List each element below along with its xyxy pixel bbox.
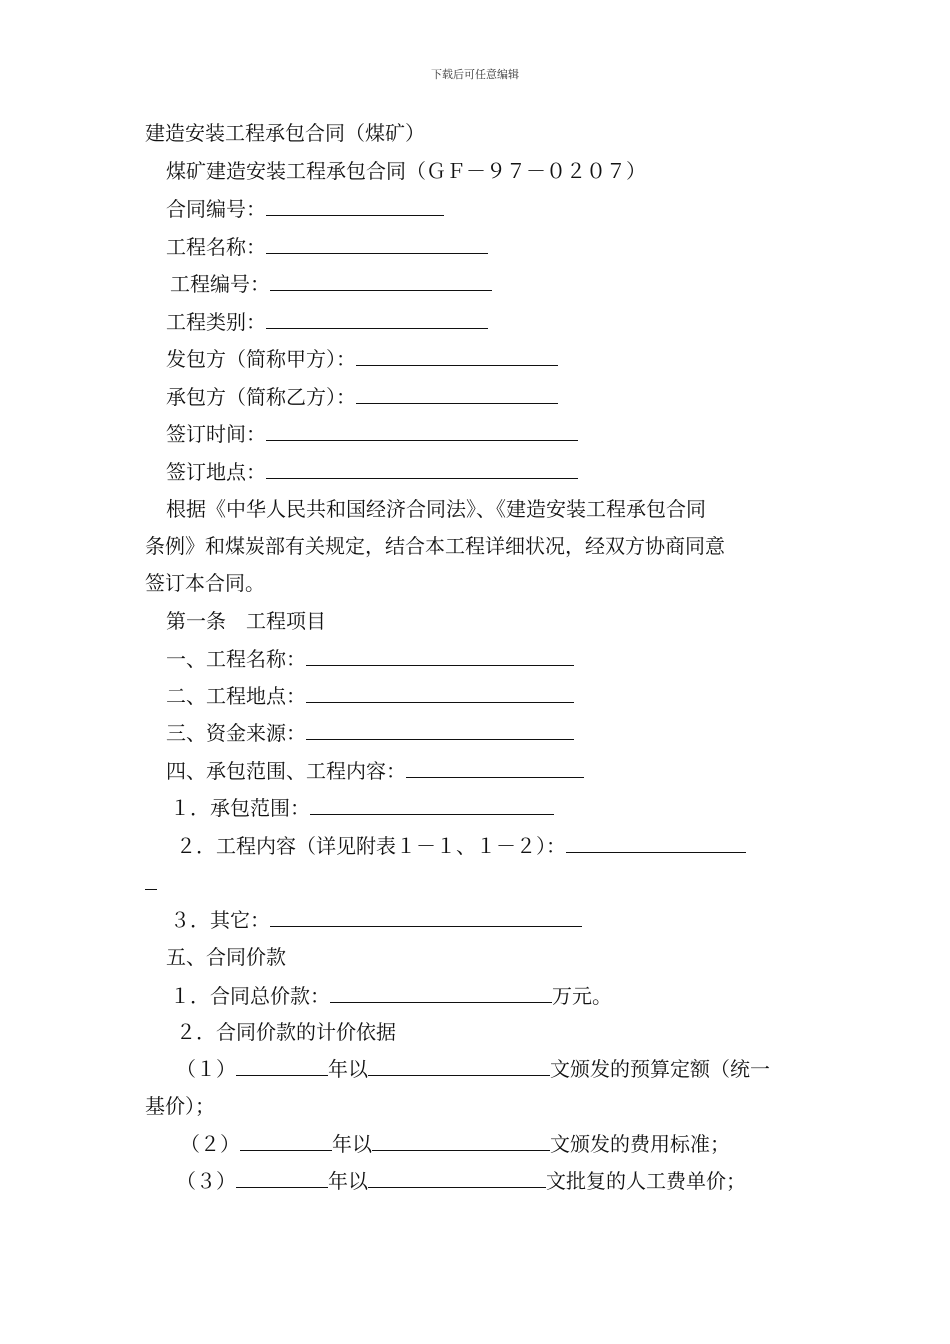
basis-1-year-blank[interactable] bbox=[236, 1057, 328, 1076]
item-2-label: 二、工程地点： bbox=[166, 684, 306, 708]
article-1-item-3 bbox=[166, 720, 574, 746]
basis-1-text: 文颁发的预算定额（统一 bbox=[550, 1057, 770, 1081]
party-a-label: 发包方（简称甲方）： bbox=[166, 347, 356, 371]
item-3-label: 三、资金来源： bbox=[166, 721, 306, 745]
project-type-row bbox=[166, 309, 488, 335]
sub-2-label: ２．工程内容（详见附表１－１、１－２）： bbox=[176, 834, 566, 858]
party-b-blank[interactable] bbox=[356, 385, 558, 404]
article-1-sub-1 bbox=[170, 795, 554, 821]
article-1-item-4 bbox=[166, 758, 584, 784]
basis-item-2 bbox=[180, 1131, 730, 1157]
article-1-heading: 第一条 工程项目 bbox=[166, 609, 326, 633]
preamble-line-3: 签订本合同。 bbox=[145, 571, 265, 595]
article-1-sub-2 bbox=[176, 833, 746, 859]
project-name-label: 工程名称： bbox=[166, 235, 266, 259]
document-subtitle: 煤矿建造安装工程承包合同（ＧＦ－９７－０２０７） bbox=[166, 159, 646, 183]
contract-no-row bbox=[166, 196, 444, 222]
page-header-note: 下载后可任意编辑 bbox=[431, 68, 519, 81]
sub-1-label: １．承包范围： bbox=[170, 796, 310, 820]
basis-item-3 bbox=[176, 1168, 746, 1194]
article-1-sub-3 bbox=[170, 907, 582, 933]
party-b-label: 承包方（简称乙方）： bbox=[166, 385, 356, 409]
basis-3-year-blank[interactable] bbox=[236, 1169, 328, 1188]
contract-no-label: 合同编号： bbox=[166, 197, 266, 221]
basis-2-text: 文颁发的费用标准； bbox=[550, 1132, 730, 1156]
preamble-line-1: 根据《中华人民共和国经济合同法》、《建造安装工程承包合同 bbox=[166, 497, 706, 521]
basis-2-year-label: 年以 bbox=[332, 1132, 372, 1156]
project-type-label: 工程类别： bbox=[166, 310, 266, 334]
sub-1-blank[interactable] bbox=[310, 796, 554, 815]
basis-1-year-label: 年以 bbox=[328, 1057, 368, 1081]
project-no-blank[interactable] bbox=[270, 272, 492, 291]
item-1-blank[interactable] bbox=[306, 647, 574, 666]
sign-place-blank[interactable] bbox=[266, 460, 578, 479]
basis-3-number: （３） bbox=[176, 1169, 236, 1193]
total-price-label: １．合同总价款： bbox=[170, 984, 330, 1008]
item-2-blank[interactable] bbox=[306, 684, 574, 703]
document-title: 建造安装工程承包合同（煤矿） bbox=[145, 121, 425, 145]
item-1-label: 一、工程名称： bbox=[166, 647, 306, 671]
sub-2-blank[interactable] bbox=[566, 834, 746, 853]
item-4-label: 四、承包范围、工程内容： bbox=[166, 759, 406, 783]
party-b-row bbox=[166, 384, 558, 410]
sign-place-row bbox=[166, 459, 578, 485]
sub-2-blank-continued[interactable] bbox=[145, 871, 157, 890]
basis-1-number: （１） bbox=[176, 1057, 236, 1081]
project-name-row bbox=[166, 234, 488, 260]
item-4-blank[interactable] bbox=[406, 759, 584, 778]
sub-3-blank[interactable] bbox=[270, 908, 582, 927]
project-type-blank[interactable] bbox=[266, 310, 488, 329]
article-1-item-1 bbox=[166, 646, 574, 672]
sign-time-label: 签订时间： bbox=[166, 422, 266, 446]
party-a-blank[interactable] bbox=[356, 347, 558, 366]
basis-item-1-continuation: 基价）； bbox=[145, 1094, 215, 1118]
basis-2-year-blank[interactable] bbox=[240, 1132, 332, 1151]
total-price-unit: 万元。 bbox=[552, 984, 612, 1008]
article-1-sub-2-continuation bbox=[145, 870, 157, 896]
price-basis-heading: ２．合同价款的计价依据 bbox=[176, 1020, 396, 1044]
total-price-blank[interactable] bbox=[330, 984, 552, 1003]
sign-time-blank[interactable] bbox=[266, 422, 578, 441]
basis-2-doc-blank[interactable] bbox=[372, 1132, 550, 1151]
contract-no-blank[interactable] bbox=[266, 197, 444, 216]
preamble-line-2: 条例》和煤炭部有关规定，结合本工程详细状况，经双方协商同意 bbox=[145, 534, 725, 558]
total-price-row bbox=[170, 983, 612, 1009]
sign-place-label: 签订地点： bbox=[166, 460, 266, 484]
basis-3-year-label: 年以 bbox=[328, 1169, 368, 1193]
project-name-blank[interactable] bbox=[266, 235, 488, 254]
sign-time-row bbox=[166, 421, 578, 447]
basis-3-text: 文批复的人工费单价； bbox=[546, 1169, 746, 1193]
article-5-heading: 五、合同价款 bbox=[166, 945, 286, 969]
basis-3-doc-blank[interactable] bbox=[368, 1169, 546, 1188]
party-a-row bbox=[166, 346, 558, 372]
project-no-label: 工程编号： bbox=[170, 272, 270, 296]
item-3-blank[interactable] bbox=[306, 721, 574, 740]
basis-2-number: （２） bbox=[180, 1132, 240, 1156]
article-1-item-2 bbox=[166, 683, 574, 709]
basis-item-1 bbox=[176, 1056, 770, 1082]
basis-1-doc-blank[interactable] bbox=[368, 1057, 550, 1076]
sub-3-label: ３．其它： bbox=[170, 908, 270, 932]
project-no-row bbox=[170, 271, 492, 297]
